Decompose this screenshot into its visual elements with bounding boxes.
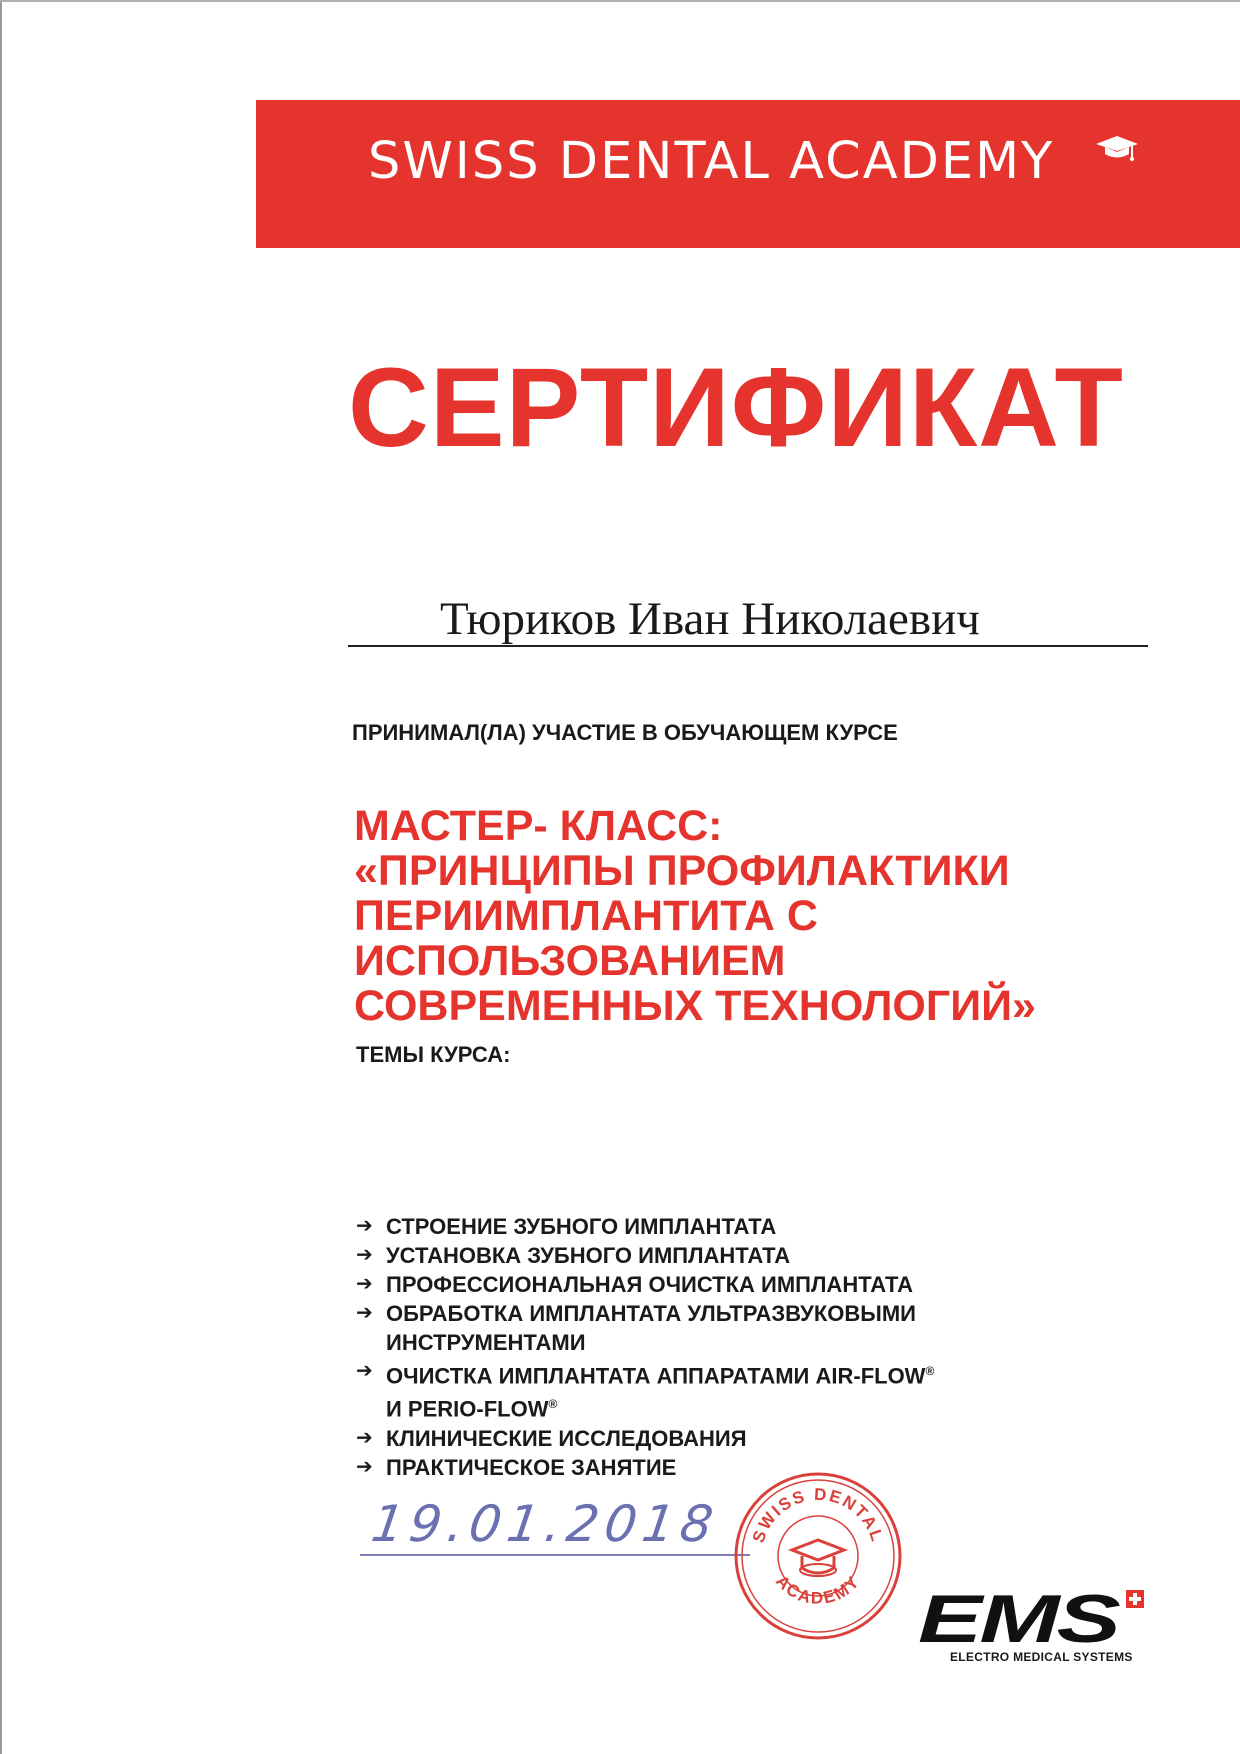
topics-list: [356, 1212, 934, 1482]
participation-statement: ПРИНИМАЛ(ЛА) УЧАСТИЕ В ОБУЧАЮЩЕМ КУРСЕ: [352, 720, 898, 745]
recipient-underline: [348, 645, 1148, 647]
list-item: [356, 1357, 934, 1390]
swiss-cross-icon: [1126, 1590, 1144, 1608]
list-item: [356, 1424, 934, 1453]
recipient-name: Тюриков Иван Николаевич: [440, 593, 980, 645]
arrow-right-icon: ➔: [356, 1273, 373, 1295]
course-title-line: «ПРИНЦИПЫ ПРОФИЛАКТИКИ: [354, 847, 1010, 895]
list-item: [356, 1241, 934, 1270]
topic-label: ОБРАБОТКА ИМПЛАНТАТА УЛЬТРАЗВУКОВЫМИ: [386, 1301, 916, 1326]
date-underline: [360, 1554, 750, 1556]
course-title-line: МАСТЕР- КЛАСС:: [354, 802, 723, 850]
arrow-right-icon: ➔: [356, 1360, 373, 1382]
topic-label: СТРОЕНИЕ ЗУБНОГО ИМПЛАНТАТА: [386, 1214, 777, 1239]
list-item: [356, 1270, 934, 1299]
topic-label: КЛИНИЧЕСКИЕ ИССЛЕДОВАНИЯ: [386, 1425, 747, 1451]
topic-label: ПРАКТИЧЕСКОЕ ЗАНЯТИЕ: [386, 1454, 677, 1480]
registered-mark-icon: ®: [925, 1364, 935, 1378]
arrow-right-icon: ➔: [356, 1302, 373, 1324]
list-item: [356, 1299, 934, 1328]
arrow-right-icon: ➔: [356, 1244, 373, 1266]
list-item-continuation: [356, 1328, 934, 1357]
stamp-cap-icon: [792, 1540, 844, 1576]
list-item-continuation: [356, 1390, 934, 1423]
handwritten-date: 19.01.2018: [367, 1495, 723, 1553]
course-title-line: ПЕРИИМПЛАНТИТА С: [354, 892, 818, 940]
ems-logo: [918, 1588, 1146, 1648]
scan-edge-left: [0, 0, 2, 1754]
academy-banner: [256, 100, 1240, 248]
topic-label: ПРОФЕССИОНАЛЬНАЯ ОЧИСТКА ИМПЛАНТАТА: [386, 1272, 913, 1297]
list-item: [356, 1212, 934, 1241]
course-title-line: СОВРЕМЕННЫХ ТЕХНОЛОГИЙ»: [354, 982, 1036, 1030]
registered-mark-icon: ®: [548, 1397, 558, 1412]
banner-title: SWISS DENTAL ACADEMY: [368, 132, 1055, 191]
svg-text:SWISS DENTAL: [749, 1485, 887, 1545]
ems-logo-text: EMS: [918, 1588, 1121, 1648]
course-title: [354, 804, 1036, 1029]
topic-label: ОЧИСТКА ИМПЛАНТАТА АППАРАТАМИ AIR-FLOW: [386, 1363, 926, 1389]
ems-caption: ELECTRO MEDICAL SYSTEMS: [950, 1650, 1133, 1664]
academy-stamp: [732, 1470, 904, 1642]
course-title-line: ИСПОЛЬЗОВАНИЕМ: [354, 937, 786, 985]
topic-label: УСТАНОВКА ЗУБНОГО ИМПЛАНТАТА: [386, 1243, 791, 1268]
certificate-title: СЕРТИФИКАТ: [348, 345, 1124, 470]
arrow-right-icon: ➔: [356, 1426, 373, 1449]
stamp-text-bottom: ACADEMY: [772, 1571, 864, 1608]
stamp-text-top: SWISS DENTAL: [748, 1484, 888, 1546]
arrow-right-icon: ➔: [356, 1215, 373, 1237]
arrow-right-icon: ➔: [356, 1455, 373, 1478]
scan-edge-top: [0, 0, 1240, 2]
topic-label: ИНСТРУМЕНТАМИ: [386, 1330, 586, 1355]
topics-heading: ТЕМЫ КУРСА:: [356, 1042, 511, 1067]
topic-label: И PERIO-FLOW: [386, 1396, 549, 1422]
graduation-cap-icon: [1092, 130, 1142, 170]
